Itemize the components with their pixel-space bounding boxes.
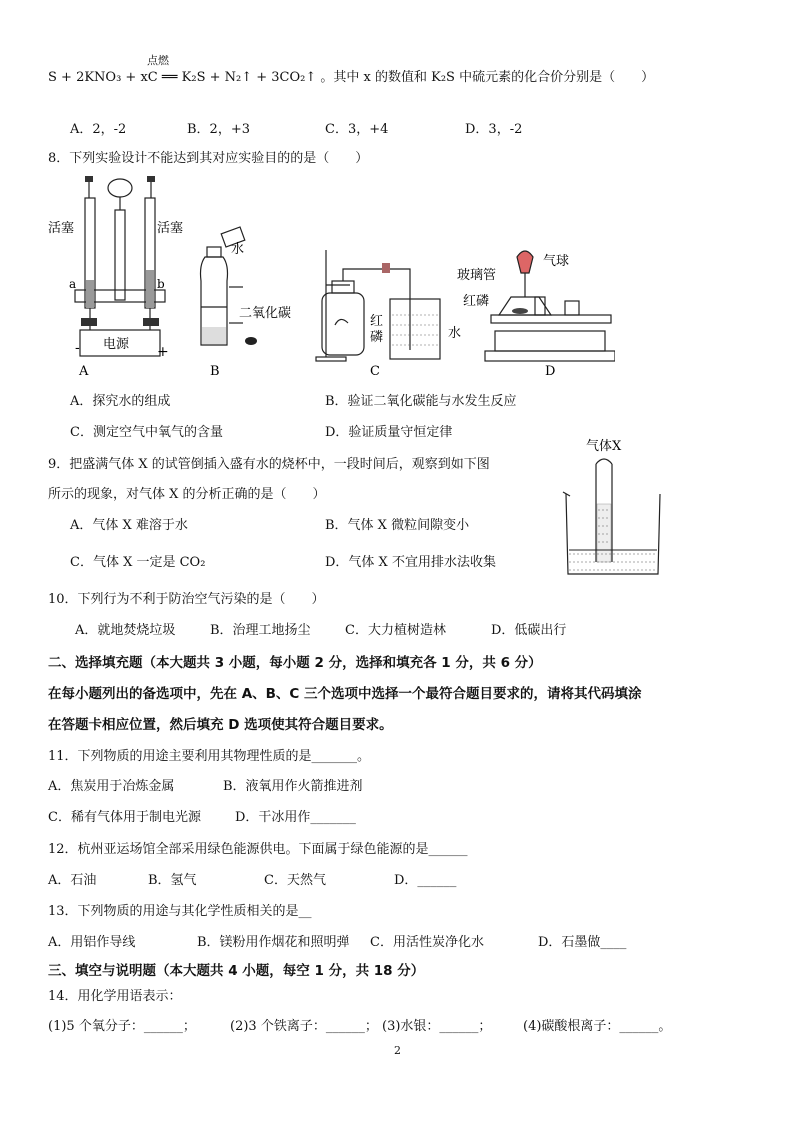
q10-option-c: C．大力植树造林 (345, 623, 446, 638)
q14-stem: 14．用化学用语表示： (48, 989, 182, 1004)
fig-c-phos-1: 红 (370, 314, 384, 329)
q11-option-c: C．稀有气体用于制电光源 (48, 810, 201, 825)
fig-b-water: 水 (231, 242, 245, 257)
condition-label: 点燃 (147, 54, 169, 67)
q12-option-a: A．石油 (48, 873, 97, 888)
q13-option-d: D．石墨做____ (538, 935, 627, 950)
fig-d-phos: 红磷 (463, 294, 490, 309)
q14-item-2: (2)3 个铁离子：______； (230, 1019, 378, 1034)
figure-c-phosphorus (310, 245, 470, 385)
fig-a-stopcock-left: 活塞 (48, 221, 75, 236)
figure-d-balance (455, 245, 615, 385)
q9-option-d: D．气体 X 不宜用排水法收集 (325, 555, 496, 570)
equation-line: S + 2KNO₃ + xC ══ K₂S + N₂↑ + 3CO₂↑ 。其中 x 的数值和 K₂S 中硫元素的化合价分别是（ ） (48, 70, 655, 85)
q12-option-b: B．氢气 (148, 873, 197, 888)
fig-a-stopcock-right: 活塞 (157, 221, 184, 236)
fig-c-phos-2: 磷 (370, 330, 384, 345)
fig-a-label-a: a (69, 277, 77, 291)
page-number: 2 (394, 1044, 401, 1057)
q11-stem: 11．下列物质的用途主要利用其物理性质的是_______。 (48, 749, 371, 764)
section-2-instr-1: 在每小题列出的备选项中，先在 A、B、C 三个选项中选择一个最符合题目要求的，请将其代码填涂 (48, 686, 642, 702)
q9-stem-1: 9．把盛满气体 X 的试管倒插入盛有水的烧杯中，一段时间后，观察到如下图 (48, 457, 490, 472)
q10-stem: 10．下列行为不利于防治空气污染的是（ ） (48, 592, 325, 607)
q13-option-a: A．用铝作导线 (48, 935, 136, 950)
fig-d-balloon: 气球 (543, 254, 570, 269)
q8-option-d: D．验证质量守恒定律 (325, 425, 453, 440)
q11-option-d: D．干冰用作_______ (235, 810, 356, 825)
eq-option-c: C．3，+4 (325, 122, 389, 137)
q14-item-4: (4)碳酸根离子：______。 (523, 1019, 672, 1034)
q11-option-b: B．液氧用作火箭推进剂 (223, 779, 363, 794)
q8-option-c: C．测定空气中氧气的含量 (70, 425, 223, 440)
q8-option-b: B．验证二氧化碳能与水发生反应 (325, 394, 517, 409)
q12-option-c: C．天然气 (264, 873, 326, 888)
fig-q9-label: 气体X (586, 439, 622, 454)
q13-option-b: B．镁粉用作烟花和照明弹 (197, 935, 350, 950)
q10-option-b: B．治理工地扬尘 (210, 623, 311, 638)
fig-a-power: 电源 (103, 337, 130, 352)
q9-stem-2: 所示的现象，对气体 X 的分析正确的是（ ） (48, 487, 326, 502)
fig-b-label: B (210, 364, 220, 379)
fig-a-label: A (79, 364, 89, 379)
fig-c-label: C (370, 364, 380, 379)
q9-option-c: C．气体 X 一定是 CO₂ (70, 555, 206, 570)
q10-option-d: D．低碳出行 (491, 623, 567, 638)
q12-stem: 12．杭州亚运场馆全部采用绿色能源供电。下面属于绿色能源的是______ (48, 842, 468, 857)
fig-a-minus: - (75, 340, 80, 356)
eq-option-b: B．2，+3 (187, 122, 250, 137)
eq-option-a: A．2，-2 (70, 122, 127, 137)
q11-option-a: A．焦炭用于冶炼金属 (48, 779, 175, 794)
fig-b-co2: 二氧化碳 (239, 306, 292, 321)
section-2-instr-2: 在答题卡相应位置，然后填充 D 选项使其符合题目要求。 (48, 717, 393, 733)
q8-option-a: A．探究水的组成 (70, 394, 171, 409)
figure-q9-beaker (558, 434, 668, 580)
figure-a-electrolysis (45, 170, 195, 385)
fig-a-plus: + (157, 344, 169, 360)
q9-option-a: A．气体 X 难溶于水 (70, 518, 188, 533)
figure-b-bottle (195, 225, 310, 385)
q12-option-d: D．______ (394, 873, 457, 888)
fig-d-tube: 玻璃管 (457, 268, 497, 283)
q13-option-c: C．用活性炭净化水 (370, 935, 484, 950)
q14-item-3: (3)水银：______； (382, 1019, 492, 1034)
q14-item-1: (1)5 个氧分子：______； (48, 1019, 196, 1034)
fig-d-label: D (545, 364, 556, 379)
q9-option-b: B．气体 X 微粒间隙变小 (325, 518, 470, 533)
q13-stem: 13．下列物质的用途与其化学性质相关的是__ (48, 904, 312, 919)
q10-option-a: A．就地焚烧垃圾 (75, 623, 176, 638)
section-2-title: 二、选择填充题（本大题共 3 小题，每小题 2 分，选择和填充各 1 分，共 6 分） (48, 655, 542, 671)
q8-stem: 8．下列实验设计不能达到其对应实验目的的是（ ） (48, 151, 369, 166)
eq-option-d: D．3，-2 (465, 122, 523, 137)
fig-a-label-b: b (157, 277, 165, 291)
fig-c-water: 水 (448, 326, 462, 341)
section-3-title: 三、填空与说明题（本大题共 4 小题，每空 1 分，共 18 分） (48, 963, 425, 979)
